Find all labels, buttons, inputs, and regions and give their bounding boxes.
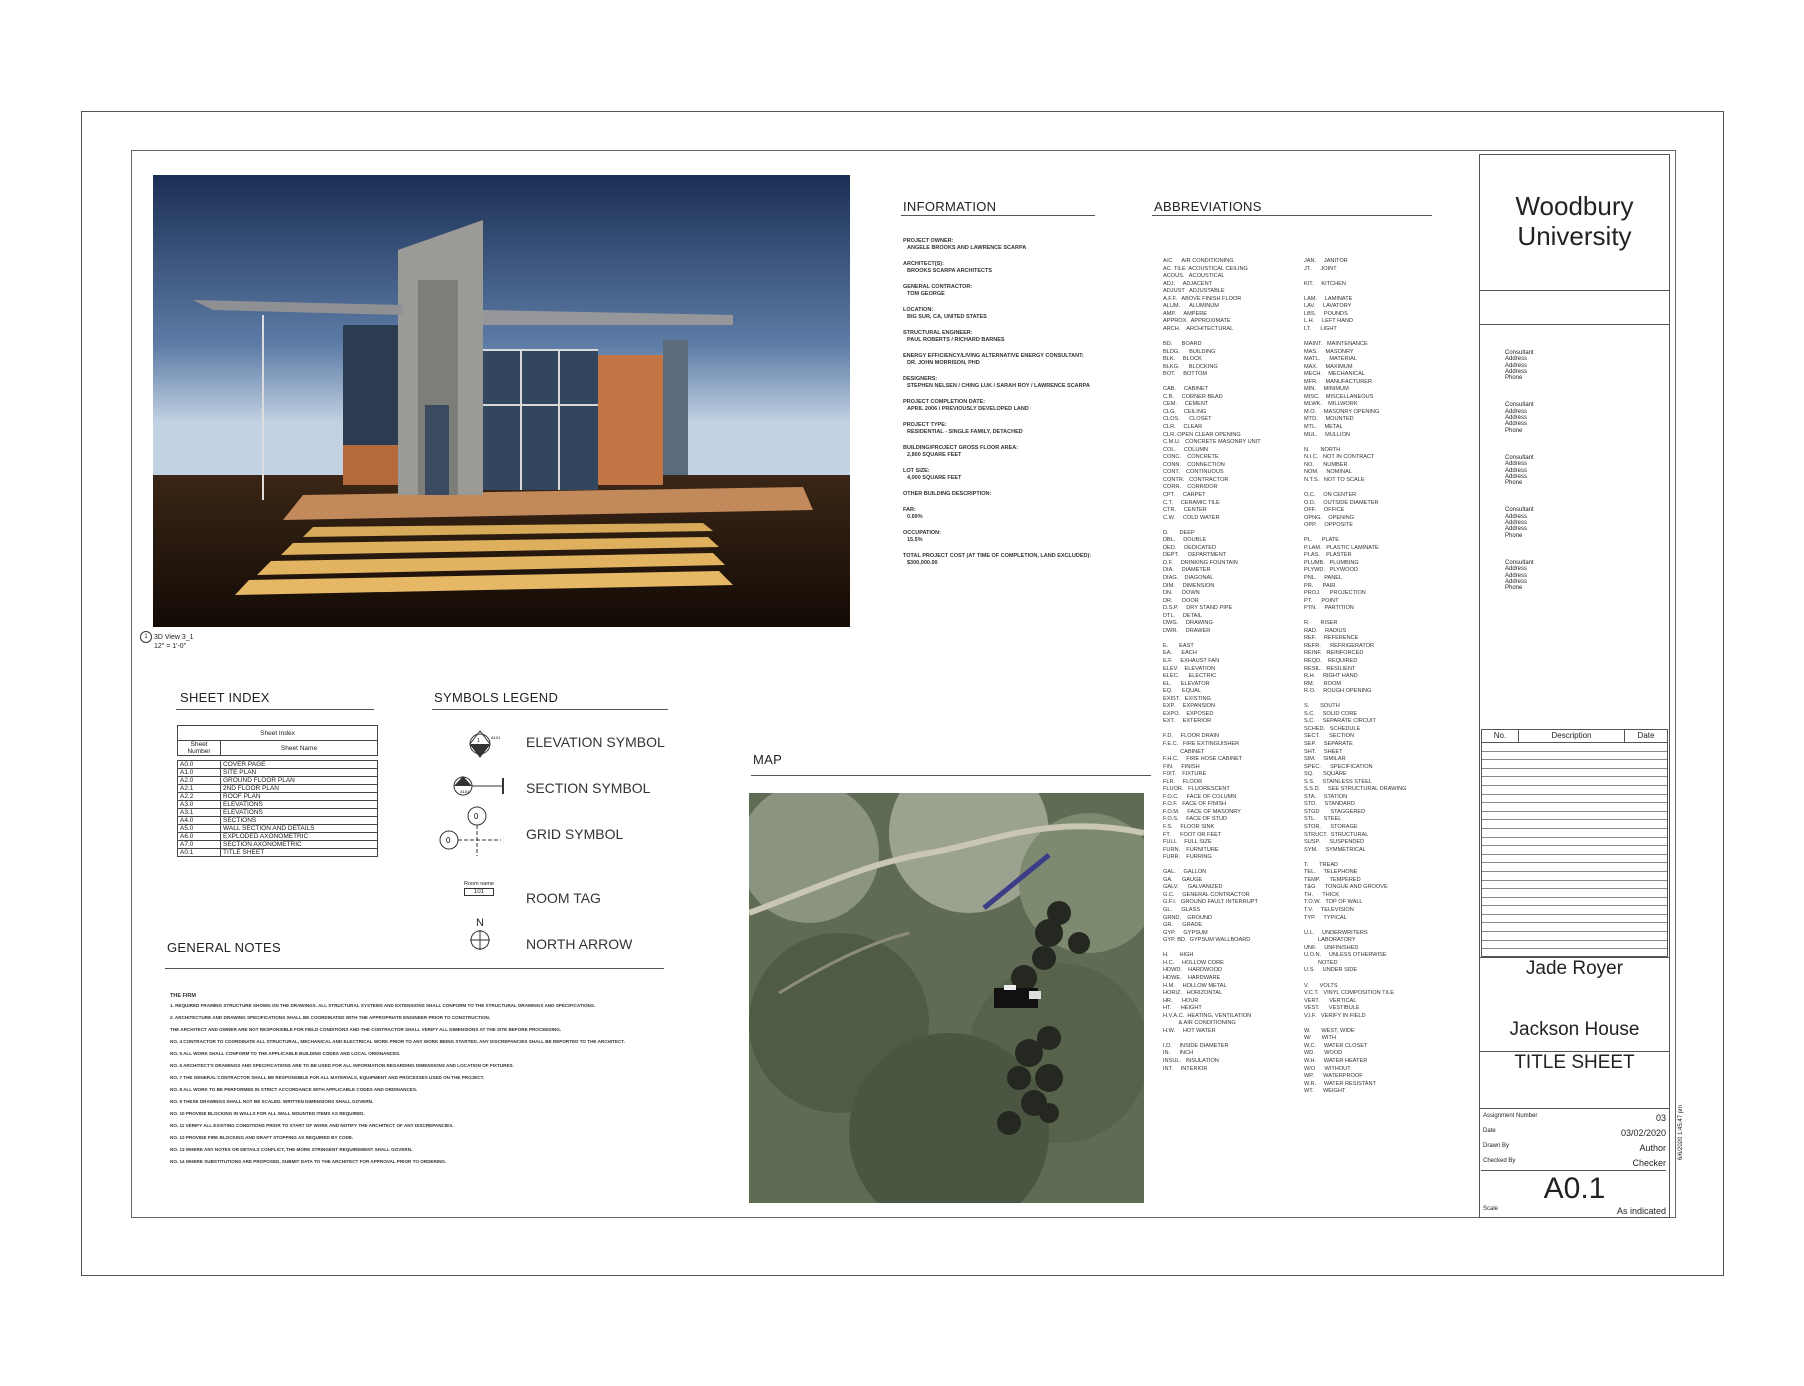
sheet-index-table [177,725,378,857]
information-entry [903,376,1093,390]
view-label [140,631,194,651]
information-value: RESIDENTIAL - SINGLE FAMILY, DETACHED [907,429,1023,435]
revision-row [1482,812,1667,821]
general-note: NO. 11 VERIFY ALL EXISTING CONDITIONS PRIOR TO START OF WORK AND NOTIFY THE ARCHITECT OF ANY DISCREPANCIES. [170,1123,454,1128]
title-meta [1483,1110,1666,1216]
sheet-number: A0.1 [1543,1172,1606,1205]
sheet-index-row [178,809,378,817]
general-note: NO. 12 PROVIDE FIRE BLOCKING AND DRAFT STOPPING AS REQUIRED BY CODE. [170,1135,354,1140]
project-name: Jackson House [1509,1019,1640,1040]
consultant-line: Address [1505,461,1528,468]
sheet-number-cell: A3.1 [178,809,221,817]
abbreviations-col-1: A/C AIR CONDITIONING AC. TILE ACOUSTICAL CEILING ACOUS. ACOUSTICAL ADJ. ADJACENT ADJUST ADJUSTABLE A.F.F. ABOVE FINISH FLOOR ALUM. ALUMINUM AMP. AMPERE APPROX. APPROXIMATE ARCH. ARCHITECTURAL BD. BOARD BLDG. BUILDING BLK. BLOCK BLKG. BLOCKING BOT. BOTTOM CAB. CABINET C.B. CORNER BEAD CEM. CEMENT CLG. CEILING CLOS. CLOSET CLR. CLEAR CLR. OPEN CLEAR OPENING C.M.U. CONCRETE MASONRY UNIT COL. COLUMN CONC. CONCRETE CONN. CONNECTION CONT. CONTINUOUS CONTR. CONTRACTOR CORR. CORRIDOR CPT. CARPET C.T. CERAMIC TILE CTR. CENTER C.W. COLD WATER D. DEEP DBL. DOUBLE DED. DEDICATED DEPT. DEPARTMENT D.F. DRINKING FOUNTAIN DIA. DIAMETER DIAG. DIAGONAL DIM. DIMENSION DN. DOWN DR. DOOR D.S.P. DRY STAND PIPE DTL. DETAIL DWG. DRAWING DWR. DRAWER E. EAST EA. EACH E.F. EXHAUST FAN ELEV. ELEVATION ELEC. ELECTRIC EL. ELEVATOR EQ. EQUAL EXIST. EXISTING EXP. EXPANSION EXPO. EXPOSED EXT. EXTERIOR F.D. FLOOR DRAIN F.E.C. FIRE EXTINGUISHER CABINET F.H.C. FIRE HOSE CABINET FIN. FINISH FIXT. FIXTURE FLR. FLOOR FLUOR. FLUORESCENT F.O.C. FACE OF COLUMN F.O.F. FACE OF FINISH F.O.M. FACE OF MASONRY F.O.S. FACE OF STUD F.S. FLOOR SINK FT. FOOT OR FEET FULL FULL SIZE FURN. FURNITURE FURR. FURRING GAL. GALLON GA. GAUGE GALV. GALVANIZED G.C. GENERAL CONTRACTOR G.F.I. GROUND FAULT INTERRUPT GL. GLASS GRND. GROUND GR. GRADE GYP. GYPSUM GYP. BD. GYPSUM WALLBOARD H. HIGH H.C. HOLLOW CORE HDWD. HARDWOOD HDWE. HARDWARE H.M. HOLLOW METAL HORIZ. HORIZONTAL HR. HOUR HT. HEIGHT H.V.A.C. HEATING, VENTILATION & AIR CONDITIONING H.W. HOT WATER I.D. INSIDE DIAMETER IN. INCH INSUL. INSULATION INT. INTERIOR [1163,258,1261,1072]
sheet-index-row [178,841,378,849]
assignment-value: 03 [1655,1113,1666,1123]
consultant-name: Consultant [1505,350,1534,356]
information-value: $300,000.00 [907,560,938,566]
consultant-block [1505,350,1655,381]
sheet-number-cell: A5.0 [178,825,221,833]
revision-row [1482,795,1667,804]
information-entry [903,491,1093,498]
drawn-value: Author [1639,1143,1666,1153]
consultant-line: Address [1505,520,1528,527]
svg-text:A101: A101 [491,735,501,740]
consultant-line: Address [1505,421,1528,428]
information-entry [903,445,1093,459]
meta-divider [1481,1170,1666,1171]
tb-divider-1 [1479,290,1670,291]
section-symbol-icon [441,770,513,805]
revision-row [1482,855,1667,864]
information-label: PROJECT TYPE: [903,422,947,428]
information-title: INFORMATION [903,199,997,214]
sheet-name-cell: 2ND FLOOR PLAN [221,785,378,793]
sheet-index-row [178,761,378,769]
abbreviations-underline [1152,215,1432,216]
information-entry [903,422,1093,436]
sheet-number-cell: A0.0 [178,761,221,769]
information-list [903,238,1093,576]
north-arrow-icon [469,917,491,956]
sheet-number-cell: A7.0 [178,841,221,849]
date-label: Date [1483,1128,1496,1134]
consultant-line: Phone [1505,532,1523,539]
sheet-index-underline [176,709,374,710]
revision-row [1482,769,1667,778]
revision-row [1482,898,1667,907]
sheet-index-table-wrap [177,725,378,857]
information-entry [903,553,1093,567]
information-value: PAUL ROBERTS / RICHARD BARNES [907,337,1005,343]
revision-row [1482,777,1667,786]
consultant-line: Address [1505,572,1528,579]
view-name: 3D View 3_1 [154,633,194,641]
information-label: GENERAL CONTRACTOR: [903,284,973,290]
tb-divider-5 [1479,1108,1670,1109]
consultant-line: Phone [1505,427,1523,434]
information-value: BROOKS SCARPA ARCHITECTS [907,268,993,274]
sheet-name-cell: COVER PAGE [221,761,378,769]
sheet-name-cell: SECTION AXONOMETRIC [221,841,378,849]
symbol-label-north-arrow: NORTH ARROW [526,936,633,952]
sheet-index-row [178,777,378,785]
revision-row [1482,752,1667,761]
information-value: 2,800 SQUARE FEET [907,452,962,458]
information-entry [903,353,1093,367]
grid-symbol-icon [431,806,503,861]
sheet-index-title: SHEET INDEX [180,690,270,705]
sheet-index-row [178,849,378,857]
revision-row [1482,872,1667,881]
revision-row [1482,915,1667,924]
aerial-map [749,793,1144,1203]
sheet-number-cell: A6.0 [178,833,221,841]
sheet-index-row [178,769,378,777]
sheet-index-rows [178,761,378,857]
symbol-label-room-tag: ROOM TAG [526,890,601,906]
revision-row [1482,881,1667,890]
rev-col-date: Date [1637,731,1655,740]
abbreviations-title: ABBREVIATIONS [1154,199,1262,214]
information-entry [903,399,1093,413]
consultant-line: Address [1505,356,1528,363]
general-note: NO. 5 ALL WORK SHALL CONFORM TO THE APPLICABLE BUILDING CODES AND LOCAL ORDINANCES. [170,1051,401,1056]
svg-text:0: 0 [474,812,479,821]
sheet-index-row [178,833,378,841]
general-note: THE ARCHITECT AND OWNER ARE NOT RESPONSIBLE FOR FIELD CONDITIONS AND THE CONTRACTOR SHALL VERIFY ALL DIMENSIONS AT THE SITE BEFORE PROCEEDING. [170,1027,562,1032]
consultant-line: Address [1505,362,1528,369]
consultant-name: Consultant [1505,559,1534,566]
consultant-block [1505,507,1655,538]
symbol-label-section: SECTION SYMBOL [526,780,651,796]
information-value: 15.5% [907,537,923,543]
col-header-name: Sheet Name [221,741,378,756]
revision-header [1482,730,1667,743]
consultant-line: Address [1505,415,1528,422]
elevation-symbol-icon [464,727,504,766]
consultants-list [1505,350,1655,612]
symbols-legend-underline [432,709,668,710]
consultant-name: Consultant [1505,454,1534,461]
sheet-title: TITLE SHEET [1514,1052,1635,1073]
sheet-name-cell: ELEVATIONS [221,809,378,817]
tb-divider-2 [1479,324,1670,325]
symbol-label-elevation: ELEVATION SYMBOL [526,734,665,750]
general-note: NO. 9 THESE DRAWINGS SHALL NOT BE SCALED. WRITTEN DIMENSIONS SHALL GOVERN. [170,1099,374,1104]
revision-row [1482,846,1667,855]
information-value: STEPHEN NELSEN / CHING LUK / SARAH ROY / LAWRENCE SCARPA [907,383,1090,389]
room-tag-number: 101 [464,888,494,896]
general-note: NO. 13 WHERE ANY NOTES OR DETAILS CONFLICT, THE MORE STRINGENT REQUIREMENT SHALL GOVERN. [170,1147,413,1152]
sheet-name-cell: SECTIONS [221,817,378,825]
sheet-name-cell: TITLE SHEET [221,849,378,857]
information-label: OTHER BUILDING DESCRIPTION: [903,491,992,497]
checked-value: Checker [1632,1158,1666,1168]
view-number-circle: 1 [140,631,152,643]
sheet-index-row [178,817,378,825]
school-name: Woodbury University [1515,191,1634,251]
sheet-number-cell: A0.1 [178,849,221,857]
information-entry [903,507,1093,521]
sheet-name-cell: EXPLODED AXONOMETRIC [221,833,378,841]
information-entry [903,330,1093,344]
col-header-number: Sheet Number [178,741,221,756]
information-value: 4,000 SQUARE FEET [907,475,962,481]
sheet-index-row [178,785,378,793]
information-entry [903,238,1093,252]
consultant-line: Address [1505,578,1528,585]
revision-row [1482,941,1667,950]
consultant-line: Address [1505,408,1528,415]
consultant-block [1505,455,1655,486]
sheet-number-cell: A1.0 [178,769,221,777]
information-label: ENERGY EFFICIENCY/LIVING ALTERNATIVE ENERGY CONSULTANT: [903,353,1084,359]
consultant-line: Phone [1505,585,1523,592]
scale-label: Scale [1483,1206,1499,1212]
room-tag-name: Room name [464,881,494,887]
revision-row [1482,889,1667,898]
checked-label: Checked By [1483,1158,1516,1164]
information-entry [903,530,1093,544]
general-note: 1. REQUIRED FRAMING STRUCTURE SHOWN ON THE DRAWINGS. ALL STRUCTURAL SYSTEMS AND EXTENSIONS SHALL CONFORM TO THE STRUCTURAL DRAWINGS AND SPECIFICATIONS. [170,1003,596,1008]
scale-value: As indicated [1616,1206,1666,1216]
sheet-number-cell: A2.1 [178,785,221,793]
drawn-label: Drawn By [1483,1143,1510,1149]
house-rendering [153,175,850,627]
sheet-index-row [178,825,378,833]
sheet-index-row [178,793,378,801]
map-underline [751,775,1151,776]
consultant-line: Address [1505,473,1528,480]
consultant-line: Phone [1505,480,1523,487]
north-letter: N [476,917,484,929]
revision-row [1482,743,1667,752]
information-label: LOT SIZE: [903,468,930,474]
sheet-number-cell: A4.0 [178,817,221,825]
map-title: MAP [753,752,783,767]
general-notes-title: GENERAL NOTES [167,940,281,955]
svg-text:A101: A101 [460,789,470,794]
designer-name: Jade Royer [1525,958,1624,979]
information-label: ARCHITECT(S): [903,261,944,267]
sheet-name-cell: WALL SECTION AND DETAILS [221,825,378,833]
revision-row [1482,803,1667,812]
sheet-name-cell: GROUND FLOOR PLAN [221,777,378,785]
abbreviations-col-2: JAN. JANITOR JT. JOINT KIT. KITCHEN LAM. LAMINATE LAV. LAVATORY LBS. POUNDS L.H. LEFT HAND LT. LIGHT MAINT. MAINTENANCE MAS. MASONRY MATL. MATERIAL MAX. MAXIMUM MECH. MECHANICAL MFR. MANUFACTURER MIN. MINIMUM MISC. MISCELLANEOUS MLWK. MILLWORK M.O. MASONRY OPENING MTD. MOUNTED MTL. METAL MUL. MULLION N. NORTH N.I.C. NOT IN CONTRACT NO. NUMBER NOM. NOMINAL N.T.S. NOT TO SCALE O.C. ON CENTER O.D. OUTSIDE DIAMETER OFF. OFFICE OPNG. OPENING OPP. OPPOSITE PL. PLATE P.LAM. PLASTIC LAMINATE PLAS. PLASTER PLUMB. PLUMBING PLYWD. PLYWOOD PNL. PANEL PR. PAIR PROJ. PROJECTION PT. POINT PTN. PARTITION R. RISER RAD. RADIUS REF. REFERENCE REFR. REFRIGERATOR REINF. REINFORCED REQD. REQUIRED RESIL. RESILIENT R.H. RIGHT HAND RM. ROOM R.O. ROUGH OPENING S. SOUTH S.C. SOLID CORE S.C. SEPARATE CIRCUIT SCHED. SCHEDULE SECT. SECTION SEP. SEPARATE SHT. SHEET SIM. SIMILAR SPEC. SPECIFICATION SQ. SQUARE S.S. STAINLESS STEEL S.S.D. SEE STRUCTURAL DRAWING STA. STATION STD. STANDARD STGD STAGGERED STL. STEEL STOR. STORAGE STRUCT. STRUCTURAL SUSP. SUSPENDED SYM. SYMMETRICAL T. TREAD TEL. TELEPHONE TEMP. TEMPERED T&G TONGUE AND GROOVE TH. THICK T.O.W. TOP OF WALL T.V. TELEVISION TYP. TYPICAL U.L. UNDERWRITERS LABORATORY UNF. UNFINISHED U.O.N. UNLESS OTHERWISE NOTED U.S. UNDER SIDE V. VOLTS V.C.T. VINYL COMPOSITION TILE VERT. VERTICAL VEST. VESTIBULE V.I.F. VERIFY IN FIELD W. WEST, WIDE W/ WITH W.C. WATER CLOSET WD. WOOD W.H. WATER HEATER W/O WITHOUT WP. WATERPROOF W.R. WATER RESISTANT WT. WEIGHT [1304,258,1407,1095]
information-label: OCCUPATION: [903,530,941,536]
svg-text:0: 0 [446,836,451,845]
sheet-number-cell: A3.0 [178,801,221,809]
information-value: TOM GEORGE [907,291,945,297]
revision-table [1481,729,1668,957]
general-note: NO. 14 WHERE SUBSTITUTIONS ARE PROPOSED, SUBMIT DATA TO THE ARCHITECT FOR APPROVAL PRIOR TO ORDERING. [170,1159,447,1164]
general-notes-underline [165,968,664,969]
information-value: ANGELE BROOKS AND LAWRENCE SCARPA [907,245,1027,251]
meta-scale [1483,1206,1666,1216]
revision-rows [1482,743,1667,958]
information-label: PROJECT OWNER: [903,238,954,244]
information-label: PROJECT COMPLETION DATE: [903,399,986,405]
consultant-block [1505,560,1655,591]
sheet-number-cell: A2.2 [178,793,221,801]
room-tag-icon [456,881,502,896]
revision-row [1482,829,1667,838]
general-note: NO. 8 ALL WORK TO BE PERFORMED IN STRICT ACCORDANCE WITH APPLICABLE CODES AND ORDINANCES. [170,1087,418,1092]
consultant-line: Address [1505,566,1528,573]
symbol-label-grid: GRID SYMBOL [526,826,624,842]
general-notes-heading: THE FIRM [170,993,196,999]
information-label: STRUCTURAL ENGINEER: [903,330,973,336]
consultant-line: Phone [1505,375,1523,382]
information-value: APRIL 2006 / PREVIOUSLY DEVELOPED LAND [907,406,1029,412]
sheet-name-cell: ROOF PLAN [221,793,378,801]
revision-row [1482,863,1667,872]
information-entry [903,284,1093,298]
meta-drawn [1483,1143,1666,1153]
information-value: BIG SUR, CA, UNITED STATES [907,314,987,320]
consultant-name: Consultant [1505,507,1534,514]
revision-row [1482,923,1667,932]
consultant-line: Address [1505,368,1528,375]
information-label: FAR: [903,507,916,513]
sheet-index-table-title: Sheet Index [178,726,378,741]
revision-row [1482,906,1667,915]
general-note: NO. 4 CONTRACTOR TO COORDINATE ALL STRUCTURAL, MECHANICAL AND ELECTRICAL WORK PRIOR TO ANY WORK BEING STARTED. ANY DISCREPANCIES SHALL BE REPORTED TO THE ARCHITECT. [170,1039,625,1044]
information-label: BUILDING/PROJECT GROSS FLOOR AREA: [903,445,1018,451]
sheet-number-cell: A2.0 [178,777,221,785]
print-timestamp: 6/6/2020 1:45:47 pm [1678,1104,1684,1160]
information-entry [903,468,1093,482]
consultant-block [1505,402,1655,433]
revision-row [1482,838,1667,847]
information-label: LOCATION: [903,307,934,313]
general-note: NO. 7 THE GENERAL CONTRACTOR SHALL BE RESPONSIBLE FOR ALL MATERIALS, EQUIPMENT AND PROCESSES USED ON THE PROJECT. [170,1075,485,1080]
meta-assignment [1483,1113,1666,1123]
consultant-line: Address [1505,513,1528,520]
information-entry [903,307,1093,321]
general-note: 2. ARCHITECTURE AND DRAWING SPECIFICATIONS SHALL BE COORDINATED WITH THE APPROPRIATE ENGINEER PRIOR TO CONSTRUCTION. [170,1015,491,1020]
meta-date [1483,1128,1666,1138]
general-note: NO. 6 ARCHITECT'S DRAWINGS AND SPECIFICATIONS ARE TO BE USED FOR ALL INFORMATION REGARDING DIMENSIONS AND LOCATION OF FIXTURES. [170,1063,514,1068]
information-value: 0.69% [907,514,923,520]
consultant-line: Address [1505,526,1528,533]
sheet-name-cell: ELEVATIONS [221,801,378,809]
revision-row [1482,932,1667,941]
information-entry [903,261,1093,275]
general-notes-list [170,1003,665,1171]
sheet-index-row [178,801,378,809]
symbols-legend-title: SYMBOLS LEGEND [434,690,559,705]
revision-row [1482,760,1667,769]
svg-text:1: 1 [477,738,480,744]
assignment-label: Assignment Number [1483,1113,1538,1119]
information-label: TOTAL PROJECT COST (AT TIME OF COMPLETION, LAND EXCLUDED): [903,553,1092,559]
revision-row [1482,786,1667,795]
consultant-line: Address [1505,467,1528,474]
consultant-name: Consultant [1505,402,1534,409]
view-scale: 12" = 1'-0" [154,643,187,650]
rev-col-no: No. [1482,730,1519,742]
date-value: 03/02/2020 [1620,1128,1666,1138]
information-underline [901,215,1095,216]
revision-row [1482,820,1667,829]
meta-checked [1483,1158,1666,1168]
general-note: NO. 10 PROVIDE BLOCKING IN WALLS FOR ALL WALL MOUNTED ITEMS AS REQUIRED. [170,1111,365,1116]
sheet-name-cell: SITE PLAN [221,769,378,777]
information-value: DR. JOHN MORRISON, PHD [907,360,980,366]
information-label: DESIGNERS: [903,376,938,382]
rev-col-description: Description [1519,730,1625,742]
